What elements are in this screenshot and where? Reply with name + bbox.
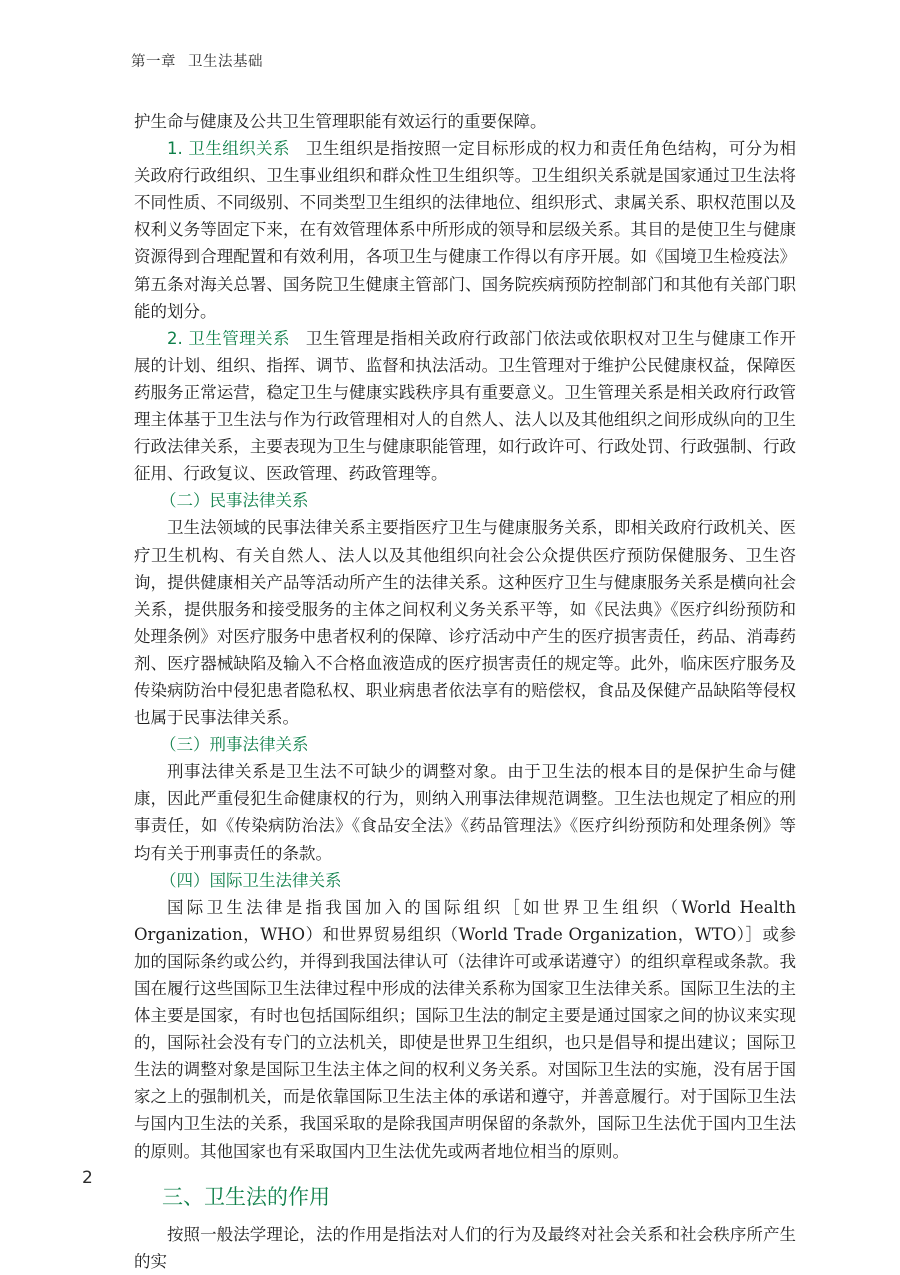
- item-text-organization: 卫生组织是指按照一定目标形成的权力和责任角色结构，可分为相关政府行政组织、卫生事业组织和群众性卫生组织等。卫生组织关系就是国家通过卫生法将不同性质、不同级别、不同类型卫生组织的法律地位、组织形式、隶属关系、职权范围以及权利义务等固定下来，在有效管理体系中所形成的领导和层级关系。其目的是使卫生与健康资源得到合理配置和有效利用，各项卫生与健康工作得以有序开展。如《国境卫生检疫法》第五条对海关总署、国务院卫生健康主管部门、国务院疾病预防控制部门和其他有关部门职能的划分。: [134, 139, 796, 321]
- paragraph-international: 国际卫生法律是指我国加入的国际组织［如世界卫生组织（World Health Organization，WHO）和世界贸易组织（World Trade Organization，WTO）］或参加的国际条约或公约，并得到我国法律认可（法律许可或承诺遵守）的组织章程或条款。我国在履行这些国际卫生法律过程中形成的法律关系称为国家卫生法律关系。国际卫生法的主体主要是国家，有时也包括国际组织；国际卫生法的制定主要是通过国家之间的协议来实现的，国际社会没有专门的立法机关，即使是世界卫生组织，也只是倡导和提出建议；国际卫生法的调整对象是国际卫生法主体之间的权利义务关系。对国际卫生法的实施，没有居于国家之上的强制机关，而是依靠国际卫生法主体的承诺和遵守，并善意履行。对于国际卫生法与国内卫生法的关系，我国采取的是除我国声明保留的条款外，国际卫生法优于国内卫生法的原则。其他国家也有采取国内卫生法优先或两者地位相当的原则。: [134, 897, 796, 1161]
- body-text: [134, 108, 796, 1275]
- running-head: [131, 50, 263, 71]
- subheading-civil: （二）民事法律关系: [160, 491, 309, 511]
- item-heading-management: 2. 卫生管理关系: [167, 328, 290, 348]
- section-heading: 三、卫生法的作用: [162, 1184, 330, 1209]
- chapter-title: 卫生法基础: [188, 54, 263, 70]
- paragraph-management-relations: [134, 325, 796, 488]
- paragraph-role: 按照一般法学理论，法的作用是指法对人们的行为及最终对社会关系和社会秩序所产生的实: [134, 1224, 796, 1271]
- subheading-international: （四）国际卫生法律关系: [160, 870, 342, 890]
- chapter-number: 第一章: [131, 54, 176, 70]
- paragraph-organization-relations: [134, 135, 796, 325]
- paragraph-continuation: 护生命与健康及公共卫生管理职能有效运行的重要保障。: [134, 112, 547, 131]
- paragraph-civil: 卫生法领域的民事法律关系主要指医疗卫生与健康服务关系，即相关政府行政机关、医疗卫生机构、有关自然人、法人以及其他组织向社会公众提供医疗预防保健服务、卫生咨询，提供健康相关产品等活动所产生的法律关系。这种医疗卫生与健康服务关系是横向社会关系，提供服务和接受服务的主体之间权利义务关系平等，如《民法典》《医疗纠纷预防和处理条例》对医疗服务中患者权利的保障、诊疗活动中产生的医疗损害责任，药品、消毒药剂、医疗器械缺陷及输入不合格血液造成的医疗损害责任的规定等。此外，临床医疗服务及传染病防治中侵犯患者隐私权、职业病患者依法享有的赔偿权，食品及保健产品缺陷等侵权也属于民事法律关系。: [134, 518, 796, 728]
- page-number: 2: [82, 1168, 93, 1188]
- item-text-management: 卫生管理是指相关政府行政部门依法或依职权对卫生与健康工作开展的计划、组织、指挥、调节、监督和执法活动。卫生管理对于维护公民健康权益，保障医药服务正常运营，稳定卫生与健康实践秩序具有重要意义。卫生管理关系是相关政府行政管理主体基于卫生法与作为行政管理相对人的自然人、法人以及其他组织之间形成纵向的卫生行政法律关系，主要表现为卫生与健康职能管理，如行政许可、行政处罚、行政强制、行政征用、行政复议、医政管理、药政管理等。: [134, 328, 796, 484]
- item-heading-organization: 1. 卫生组织关系: [167, 139, 290, 159]
- paragraph-criminal: 刑事法律关系是卫生法不可缺少的调整对象。由于卫生法的根本目的是保护生命与健康，因此严重侵犯生命健康权的行为，则纳入刑事法律规范调整。卫生法也规定了相应的刑事责任，如《传染病防治法》《食品安全法》《药品管理法》《医疗纠纷预防和处理条例》等均有关于刑事责任的条款。: [134, 762, 796, 863]
- subheading-criminal: （三）刑事法律关系: [160, 735, 309, 755]
